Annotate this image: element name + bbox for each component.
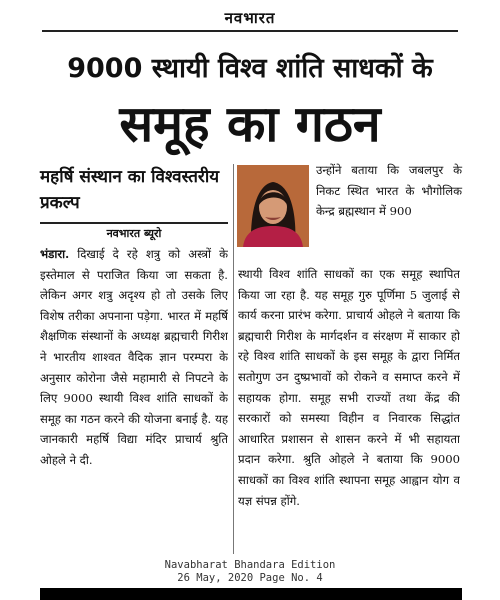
masthead-rule xyxy=(42,30,458,32)
subheadline: महर्षि संस्थान का विश्वस्तरीय प्रकल्प xyxy=(40,167,220,213)
column-2-bottom-text: स्थायी विश्व शांति साधकों का एक समूह स्थापित किया जा रहा है. यह समूह गुरु पूर्णिमा 5 जुलाई से कार्य करना प्रारंभ करेगा. प्राचार्य ओहले ने बताया कि ब्रह्मचारी गिरीश के मार्गदर्शन व संरक्षण में साकार हो रहे विश्व शांति साधकों के इस समूह के द्वारा निर्मित सतोगुण उन दुष्प्रभावों को रोकने व समाप्त करने में सहायक होगा. समूह सभी राज्यों तथा केंद्र की सरकारों को समस्या विहीन व निवारक सिद्धांत आधारित प्रशासन से शासन करने में भी सहायता प्रदान करेगा. श्रुति ओहले ने बताया कि 9000 साधकों का विश्व शांति स्थापना समूह आह्वान योग व यज्ञ संपन्न होंगे. xyxy=(238,267,460,508)
edition-credit xyxy=(0,559,500,585)
dateline: भंडारा. xyxy=(40,247,70,261)
headline-line-2: समूह का गठन xyxy=(119,95,381,153)
author-photo xyxy=(237,165,309,247)
article-column-2-bottom xyxy=(238,264,460,556)
column-2-top-text: उन्होंने बताया कि जबलपुर के निकट स्थित भारत के भौगोलिक केन्द्र ब्रह्मस्थान में 900 xyxy=(316,163,462,219)
bottom-bar xyxy=(40,588,462,600)
edition-name: Navabharat Bhandara Edition xyxy=(164,559,336,571)
portrait-image xyxy=(237,165,309,247)
column-1-body: दिखाई दे रहे शत्रु को अस्त्रों के इस्तेमाल से पराजित किया जा सकता है. लेकिन अगर शत्रु अदृश्य हो तो उसके लिए विशेष तरीका अपनाना पड़ेगा. भारत में महर्षि शैक्षणिक संस्थानों के अध्यक्ष ब्रह्मचारी गिरीश ने भारतीय शाश्वत वैदिक ज्ञान परम्परा के अनुसार कोरोना जैसे महामारी से निपटने के लिए 9000 स्थायी विश्व शांति साधकों के समूह का गठन करने की योजना बनाई है. यह जानकारी महर्षि विद्या मंदिर प्राचार्य श्रुति ओहले ने दी. xyxy=(40,247,228,467)
subheadline-rule xyxy=(40,222,228,224)
byline: नवभारत ब्यूरो xyxy=(106,227,162,240)
newspaper-masthead: नवभारत xyxy=(224,9,276,27)
article-column-2-top xyxy=(316,160,462,222)
article-column-1 xyxy=(40,244,228,556)
column-1-text xyxy=(40,244,228,471)
edition-date-page: 26 May, 2020 Page No. 4 xyxy=(177,572,323,584)
headline-line-1: 9000 स्थायी विश्व शांति साधकों के xyxy=(67,53,433,84)
column-divider xyxy=(233,164,234,554)
